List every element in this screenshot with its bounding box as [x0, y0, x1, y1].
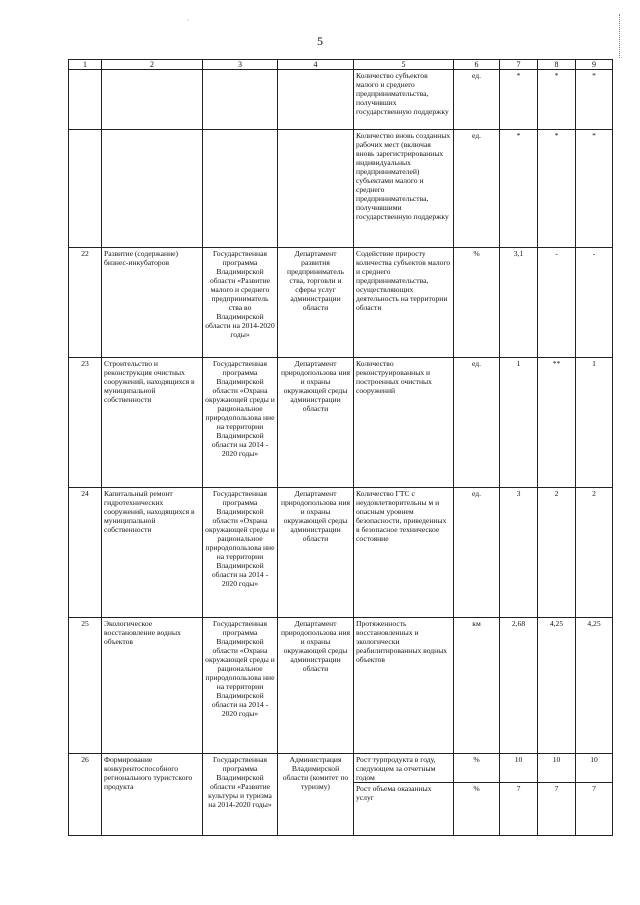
value-cell: 4,25 [576, 618, 613, 754]
targets-table [68, 59, 613, 836]
indicator-cell [354, 754, 454, 836]
table-row [69, 70, 613, 130]
value-cell [576, 754, 613, 836]
event-name: Развитие (содержание) бизнес-инкубаторов [102, 248, 203, 358]
value-cell: 3,1 [500, 248, 538, 358]
executor-cell: Департамент природопользова ния и охраны окружающей среды администрации области [278, 358, 354, 488]
col-header: 7 [500, 60, 538, 70]
executor-cell: Администрация Владимирской области (комитет по туризму) [278, 754, 354, 836]
value-cell: 4,25 [538, 618, 576, 754]
page-number: 5 [317, 34, 323, 48]
row-number: 25 [69, 618, 102, 754]
table-row [69, 618, 613, 754]
indicator-cell: Содействие приросту количества субъектов малого и среднего предпринимательства, осуществляющих деятельность на территории области [354, 248, 454, 358]
value-cell: - [538, 248, 576, 358]
scan-mark: · [187, 18, 189, 24]
value-cell: * [500, 70, 538, 130]
indicator-cell: Количество субъектов малого и среднего предпринимательства, получивших государственную поддержку [354, 70, 454, 130]
value-cell [538, 754, 576, 836]
col-header: 6 [454, 60, 500, 70]
event-name: Экологическое восстановление водных объектов [102, 618, 203, 754]
col-header: 2 [102, 60, 203, 70]
executor-cell: Департамент развития предприниматель ства, торговли и сферы услуг администрации области [278, 248, 354, 358]
header-row [69, 60, 613, 70]
program-cell: Государственная программа Владимирской области «Развитие малого и среднего предприниматель ства во Владимирской области на 2014-2020 годы» [203, 248, 278, 358]
indicator-line: Рост турпродукта в году, следующем за отчетным годом [356, 755, 436, 782]
value-line: 7 [576, 782, 612, 794]
indicator-cell: Количество вновь созданных рабочих мест (включая вновь зарегистрированных индивидуальных предпринимателей) субъектами малого и среднего предпринимательства, получившими государственную поддержку [354, 130, 454, 248]
table-row [69, 488, 613, 618]
value-line: 10 [590, 755, 598, 764]
table-row [69, 248, 613, 358]
value-cell: 3 [500, 488, 538, 618]
value-cell: 2 [576, 488, 613, 618]
event-name: Капитальный ремонт гидротехнических сооружений, находящихся в муниципальной собственности [102, 488, 203, 618]
value-cell: * [576, 70, 613, 130]
table-row [69, 358, 613, 488]
indicator-line: Рост объема оказанных услуг [354, 782, 453, 803]
unit-cell: ед. [454, 70, 500, 130]
value-cell: * [500, 130, 538, 248]
row-number: 22 [69, 248, 102, 358]
value-cell: 1 [576, 358, 613, 488]
event-name: Строительство и реконструкция очистных сооружений, находящихся в муниципальной собственности [102, 358, 203, 488]
value-cell: * [538, 130, 576, 248]
program-cell: Государственная программа Владимирской области «Охрана окружающей среды и рациональное природопользова ние на территории Владимирской области на 2014 - 2020 годы» [203, 358, 278, 488]
table-row [69, 130, 613, 248]
indicator-cell: Количество реконструированных и построенных очистных сооружений [354, 358, 454, 488]
executor-cell: Департамент природопользова ния и охраны окружающей среды администрации области [278, 488, 354, 618]
col-header: 8 [538, 60, 576, 70]
unit-cell: % [454, 248, 500, 358]
col-header: 4 [278, 60, 354, 70]
unit-cell [454, 754, 500, 836]
program-cell: Государственная программа Владимирской области «Развитие культуры и туризма на 2014-2020 годы» [203, 754, 278, 836]
col-header: 5 [354, 60, 454, 70]
unit-cell: ед. [454, 358, 500, 488]
col-header: 3 [203, 60, 278, 70]
value-cell [500, 754, 538, 836]
value-cell: - [576, 248, 613, 358]
row-number: 24 [69, 488, 102, 618]
table-row [69, 754, 613, 836]
indicator-cell: Протяженность восстановленных и экологически реабилитированных водных объектов [354, 618, 454, 754]
value-cell: * [576, 130, 613, 248]
col-header: 1 [69, 60, 102, 70]
unit-cell: ед. [454, 488, 500, 618]
row-number: 26 [69, 754, 102, 836]
value-cell: 2,68 [500, 618, 538, 754]
value-cell: ** [538, 358, 576, 488]
program-cell: Государственная программа Владимирской области «Охрана окружающей среды и рациональное природопользова ние на территории Владимирской области на 2014 - 2020 годы» [203, 618, 278, 754]
indicator-cell: Количество ГТС с неудовлетворительны м и опасным уровнем безопасности, приведенных в безопасное техническое состояние [354, 488, 454, 618]
unit-cell: км [454, 618, 500, 754]
unit-line: % [454, 782, 499, 794]
value-line: 7 [538, 782, 575, 794]
col-header: 9 [576, 60, 613, 70]
value-cell: * [538, 70, 576, 130]
value-cell: 1 [500, 358, 538, 488]
value-cell: 2 [538, 488, 576, 618]
unit-cell: ед. [454, 130, 500, 248]
unit-line: % [473, 755, 480, 764]
value-line: 10 [552, 755, 561, 764]
program-cell: Государственная программа Владимирской области «Охрана окружающей среды и рациональное природопользова ние на территории Владимирской области на 2014 - 2020 годы» [203, 488, 278, 618]
value-line: 7 [500, 782, 537, 794]
executor-cell: Департамент природопользова ния и охраны окружающей среды администрации области [278, 618, 354, 754]
row-number: 23 [69, 358, 102, 488]
event-name: Формирование конкурентоспособного регионального туристского продукта [102, 754, 203, 836]
value-line: 10 [514, 755, 523, 764]
